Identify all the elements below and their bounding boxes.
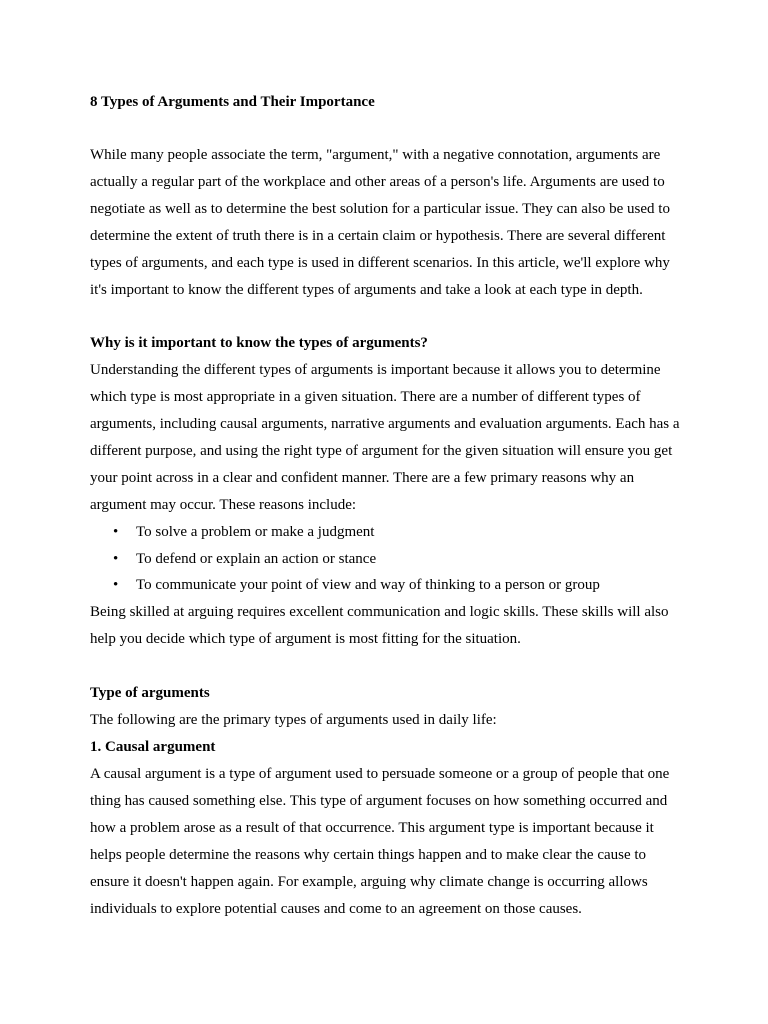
why-paragraph: Understanding the different types of arguments is important because it allows you to determine which type is most appropriate in a given situation. There are a number of different types of arguments, including causal arguments, narrative arguments and evaluation arguments. Each has a different purpose, and using the right type of argument for the given situation will ensure you get your point across in a clear and confident manner. There are a few primary reasons why an argument may occur. These reasons include:: [90, 362, 680, 513]
why-heading: Why is it important to know the types of arguments?: [90, 335, 428, 351]
document-page: [90, 89, 680, 923]
reasons-list: [90, 519, 680, 599]
why-closing-paragraph: Being skilled at arguing requires excellent communication and logic skills. These skills will also help you decide which type of argument is most fitting for the situation.: [90, 603, 669, 647]
list-item: • To solve a problem or make a judgment: [136, 519, 680, 546]
document-title: 8 Types of Arguments and Their Importance: [90, 94, 375, 110]
list-item: • To defend or explain an action or stance: [136, 546, 680, 573]
list-item: • To communicate your point of view and way of thinking to a person or group: [136, 572, 680, 599]
causal-argument-paragraph: A causal argument is a type of argument used to persuade someone or a group of people that one thing has caused something else. This type of argument focuses on how something occurred and how a problem arose as a result of that occurrence. This argument type is important because it helps people determine the reasons why certain things happen and to make clear the cause to ensure it doesn't happen again. For example, arguing why climate change is occurring allows individuals to explore potential causes and come to an agreement on those causes.: [90, 765, 670, 917]
spacer: [90, 653, 680, 680]
intro-paragraph: While many people associate the term, "argument," with a negative connotation, arguments are actually a regular part of the workplace and other areas of a person's life. Arguments are used to negotiate as well as to determine the best solution for a particular issue. They can also be used to determine the extent of truth there is in a certain claim or hypothesis. There are several different types of arguments, and each type is used in different scenarios. In this article, we'll explore why it's important to know the different types of arguments and take a look at each type in depth.: [90, 147, 670, 298]
causal-argument-heading: 1. Causal argument: [90, 738, 216, 755]
spacer: [90, 304, 680, 330]
types-intro: The following are the primary types of arguments used in daily life:: [90, 711, 497, 728]
types-heading: Type of arguments: [90, 684, 210, 701]
